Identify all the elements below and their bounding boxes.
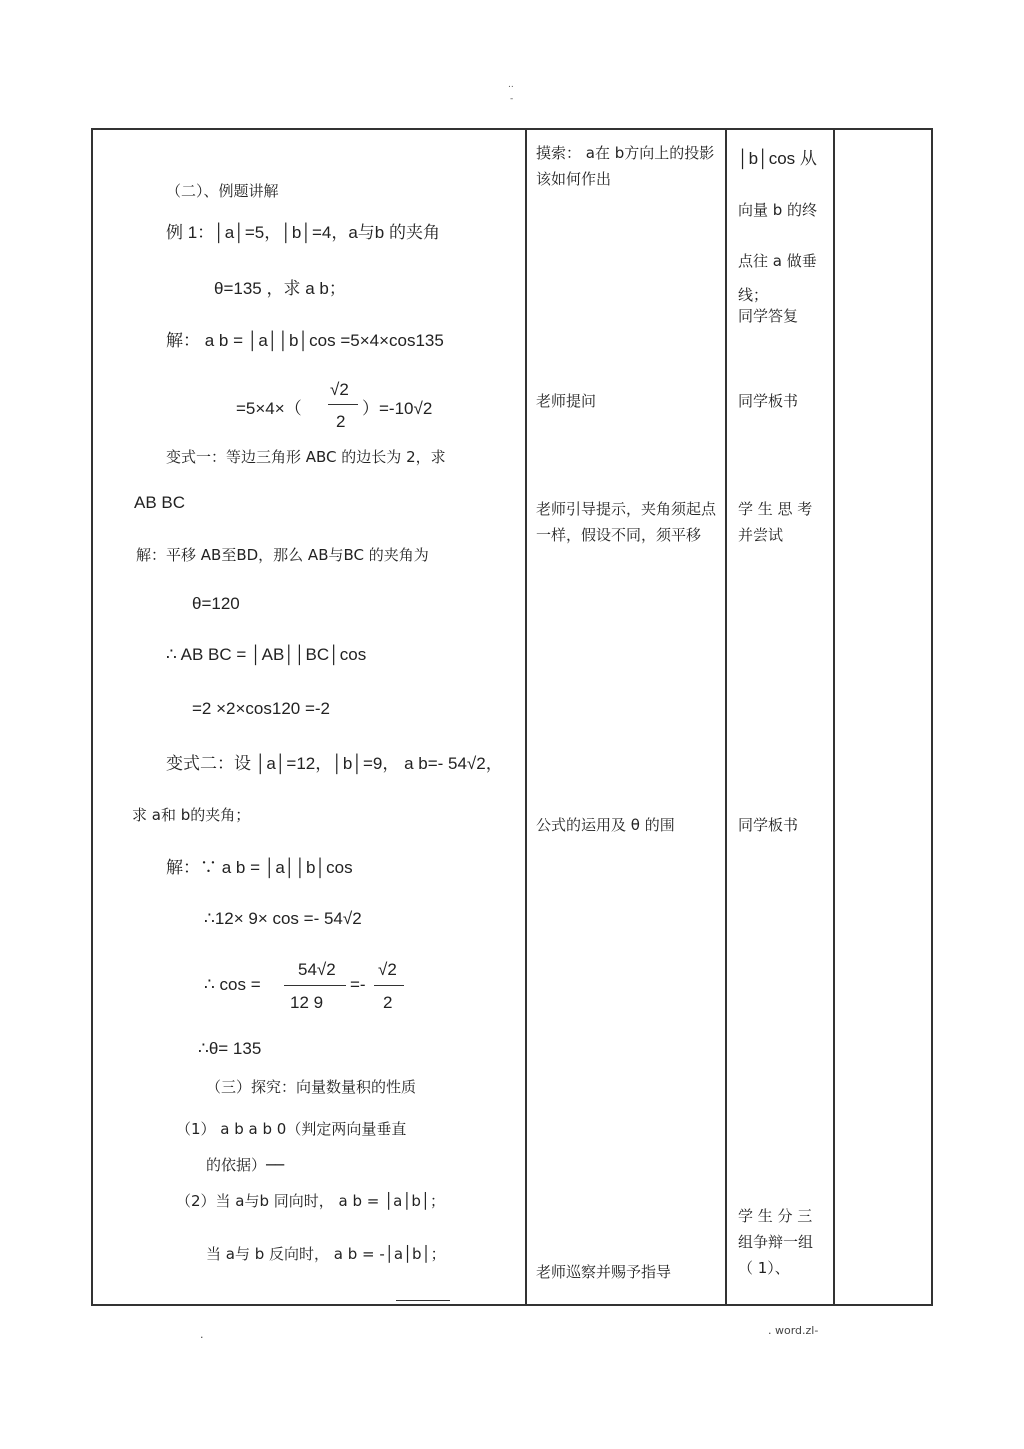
solution-line: 解： a b = │a││b│cos =5×4×cos135	[166, 331, 444, 350]
variant-text: 变式二：设 │a│=12，│b│=9， a b=- 54√2，	[166, 754, 503, 773]
fraction-numerator: 54√2	[298, 960, 336, 979]
student-activity: │b│cos 从	[738, 149, 817, 168]
teacher-activity: 摸索： a在 b方向上的投影该如何作出	[536, 144, 715, 188]
header-mark-bottom: -	[510, 94, 514, 104]
fraction-denominator: 2	[383, 993, 393, 1012]
footer-right: . word.zl-	[768, 1324, 819, 1337]
solution-line: 解：∵ a b = │a││b│cos	[166, 858, 353, 877]
student-activity: 向量 b 的终	[738, 201, 818, 219]
underline-mark	[396, 1300, 450, 1301]
variant-text: AB BC	[134, 493, 186, 512]
fraction-bar	[374, 985, 404, 986]
example-text: θ=135 ，求 a b；	[214, 279, 346, 298]
solution-line: ∴ cos =	[204, 975, 261, 994]
student-activity: 同学板书	[738, 392, 799, 410]
fraction-numerator: √2	[378, 960, 397, 979]
fraction-bar	[284, 985, 346, 986]
column-divider	[725, 128, 727, 1306]
solution-line: =2 ×2×cos120 =-2	[192, 699, 331, 718]
solution-line: ∴θ= 135	[198, 1039, 262, 1058]
student-activity: 同学板书	[738, 816, 799, 834]
solution-line: ）=-10√2	[362, 399, 433, 418]
footer-left: .	[200, 1328, 204, 1341]
fraction-denominator: 2	[336, 412, 346, 431]
solution-line: 解：平移 AB至BD，那么 AB与BC 的夹角为	[136, 546, 429, 564]
fraction-numerator: √2	[330, 380, 349, 399]
column-divider	[525, 128, 527, 1306]
student-activity: 同学答复	[738, 307, 799, 325]
solution-line: =5×4×（	[236, 399, 302, 418]
property-text: 当 a与 b 反向时， a b = -│a│b│；	[206, 1245, 446, 1263]
teacher-activity: 老师提问	[536, 392, 597, 410]
teacher-activity: 公式的运用及 θ 的围	[536, 816, 675, 834]
solution-line: ∴12× 9× cos =- 54√2	[204, 909, 362, 928]
fraction-denominator: 12 9	[290, 993, 324, 1012]
section-title: （二）、例题讲解	[166, 182, 279, 200]
example-text: 例 1：│a│=5，│b│=4，a与b 的夹角	[166, 223, 440, 242]
student-activity: 线；	[738, 286, 769, 304]
student-activity: 点往 a 做垂	[738, 252, 817, 270]
solution-line: θ=120	[192, 594, 240, 613]
student-activity: 学 生 分 三组争辩一组（ 1）、	[738, 1207, 814, 1277]
teacher-activity: 老师引导提示，夹角须起点一样，假设不同，须平移	[536, 500, 717, 544]
property-text: （1） a b a b 0（判定两向量垂直	[176, 1120, 407, 1138]
section-title: （三）探究：向量数量积的性质	[206, 1078, 417, 1096]
solution-line: ∴ AB BC = │AB││BC│cos	[166, 645, 367, 664]
variant-text: 变式一：等边三角形 ABC 的边长为 2，求	[166, 448, 446, 466]
column-divider	[833, 128, 835, 1306]
fraction-equals: =-	[350, 975, 366, 994]
student-activity: 学 生 思 考并尝试	[738, 500, 813, 544]
header-mark-top: ..	[508, 80, 514, 90]
variant-text: 求 a和 b的夹角；	[132, 806, 251, 824]
property-text: 的依据）──	[206, 1156, 285, 1174]
property-text: （2）当 a与b 同向时， a b = │a│b│；	[176, 1192, 445, 1210]
fraction-bar	[328, 404, 358, 405]
teacher-activity: 老师巡察并赐予指导	[536, 1263, 672, 1281]
